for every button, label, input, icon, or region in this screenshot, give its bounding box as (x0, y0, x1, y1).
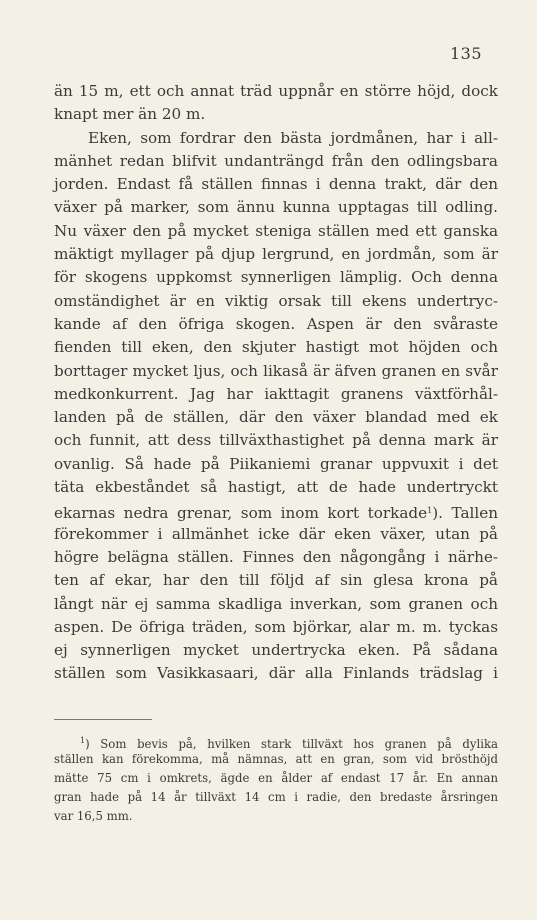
line-text: kande af den öfriga skogen. Aspen är den svåraste (54, 314, 498, 333)
line-text: ) Som bevis på, hvilken stark tillväxt hos granen på dylika (85, 737, 498, 751)
line-text: förekommer i allmänhet icke där eken växer, utan på (54, 524, 498, 543)
line-text: högre belägna ställen. Finnes den någongång i närhe- (54, 547, 498, 566)
footnote-line (54, 750, 498, 769)
line-text: ställen kan förekomma, må nämnas, att en gran, som vid brösthöjd (54, 752, 498, 766)
line-text: Eken, som fordrar den bästa jordmånen, har i all- (88, 128, 498, 147)
line-text: täta ekbeståndet så hastigt, att de hade undertryckt (54, 478, 498, 497)
body-line (54, 150, 498, 173)
line-text: ovanlig. Så hade på Piikaniemi granar uppvuxit i det (54, 454, 498, 473)
body-line (54, 173, 498, 196)
body-line (54, 196, 498, 219)
line-text: och funnit, att dess tillväxthastighet på denna mark är (54, 431, 498, 450)
line-text: fienden till eken, den skjuter hastigt mot höjden och (54, 338, 498, 357)
body-line (54, 429, 498, 452)
footnote-rule (54, 719, 152, 720)
body-line (54, 639, 498, 662)
line-text: knapt mer än 20 m. (54, 105, 206, 124)
line-text: ej synnerligen mycket undertrycka eken. På sådana (54, 641, 498, 660)
line-text: mäktigt myllager på djup lergrund, en jordmån, som är (54, 245, 498, 264)
body-line (54, 383, 498, 406)
line-text: mänhet redan blifvit undanträngd från den odlingsbara (54, 151, 498, 170)
footnote-line (54, 731, 498, 750)
body-line (54, 546, 498, 569)
body-text (54, 80, 498, 686)
line-text: aspen. De öfriga träden, som björkar, alar m. m. tyckas (54, 617, 498, 636)
line-text: medkonkurrent. Jag har iakttagit granens växtförhål- (54, 384, 498, 403)
body-line (54, 523, 498, 546)
line-text-continued: ). Tallen (432, 504, 498, 523)
body-line (54, 220, 498, 243)
body-line (54, 103, 498, 126)
line-text: Nu växer den på mycket steniga ställen med ett ganska (54, 221, 498, 240)
body-line (54, 593, 498, 616)
body-line (54, 290, 498, 313)
body-line (54, 406, 498, 429)
line-text: än 15 m, ett och annat träd uppnår en större höjd, dock (54, 82, 498, 100)
body-line (54, 360, 498, 383)
page-number: 135 (449, 44, 482, 63)
body-line (54, 336, 498, 359)
footnote-line (54, 788, 498, 807)
line-text: borttager mycket ljus, och likaså är äfven granen en svår (54, 361, 498, 380)
line-text: ställen som Vasikkasaari, där alla Finlands trädslag i (54, 664, 498, 683)
body-line (54, 476, 498, 499)
line-text: gran hade på 14 år tillväxt 14 cm i radie, den bredaste årsringen (54, 790, 498, 804)
footnote-marker: 1 (80, 736, 86, 745)
line-text: jorden. Endast få ställen finnas i denna trakt, där den (54, 175, 498, 194)
footnote-line (54, 769, 498, 788)
line-text: omständighet är en viktig orsak till ekens undertryc- (54, 291, 498, 310)
body-line (54, 499, 498, 522)
line-text: växer på marker, som ännu kunna upptagas till odling. (54, 198, 498, 217)
body-line (54, 453, 498, 476)
body-line (54, 243, 498, 266)
body-line (54, 313, 498, 336)
footnotes (54, 731, 498, 826)
body-line (54, 266, 498, 289)
line-text: landen på de ställen, där den växer blandad med ek (54, 408, 498, 427)
body-line (54, 80, 498, 103)
footnote-line (54, 807, 498, 826)
body-line (54, 569, 498, 592)
body-line (54, 616, 498, 639)
body-line (54, 662, 498, 685)
body-line (54, 127, 498, 150)
line-text: ten af ekar, har den till följd af sin glesa krona på (54, 571, 498, 590)
line-text: långt när ej samma skadliga inverkan, som granen och (54, 594, 498, 613)
line-text: var 16,5 mm. (54, 809, 133, 823)
line-text: ekarnas nedra grenar, som inom kort torkade (54, 504, 428, 523)
line-text: mätte 75 cm i omkrets, ägde en ålder af endast 17 år. En annan (54, 771, 498, 785)
line-text: för skogens uppkomst synnerligen lämplig. Och denna (54, 268, 498, 287)
footnote-reference: 1 (427, 506, 433, 516)
